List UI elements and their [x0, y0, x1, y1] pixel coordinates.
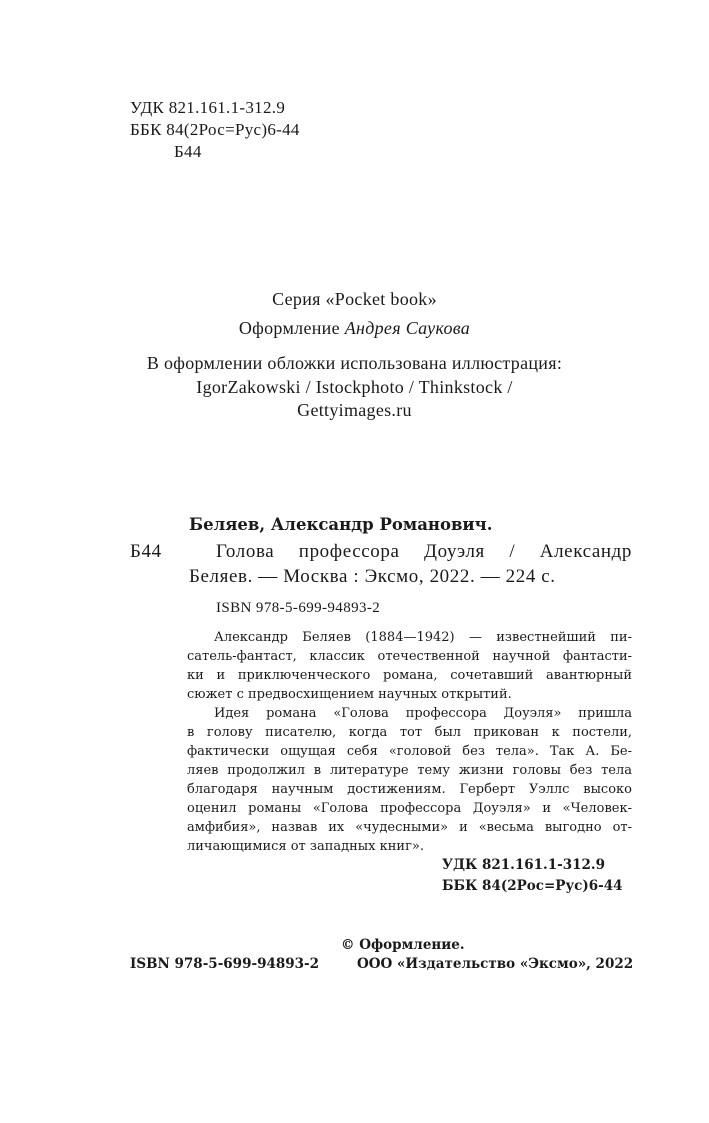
title-line-2: Беляев. — Москва : Эксмо, 2022. — 224 с. — [189, 566, 556, 587]
annotation-paragraph-1 — [187, 628, 632, 704]
author-mark-record: Б44 — [130, 541, 162, 562]
annotation-line: ки и приключенческого романа, сочетавший авантюрный — [187, 668, 632, 683]
annotation-line: ляев продолжил в литературе тему жизни головы без тела — [187, 763, 632, 778]
copyright-design: © Оформление. — [341, 937, 465, 953]
annotation-line: Александр Беляев (1884—1942) — известнейший пи- — [214, 630, 632, 645]
author-heading: Беляев, Александр Романович. — [189, 515, 493, 534]
record-isbn: ISBN 978-5-699-94893-2 — [216, 600, 381, 616]
annotation-line: благодаря научным достижениям. Герберт Уэллс высоко — [187, 782, 632, 797]
annotation-line: в голову писателю, когда тот был прикован к постели, — [187, 725, 632, 740]
cover-illustration-line-2: IgorZakowski / Istockphoto / Thinkstock / — [196, 377, 513, 397]
udk-code: УДК 821.161.1-312.9 — [130, 98, 286, 117]
annotation-paragraph-2 — [187, 704, 632, 856]
series-line: Серия «Pocket book» — [272, 289, 437, 309]
annotation-line: Идея романа «Голова профессора Доуэля» пришла — [214, 706, 632, 721]
annotation-line: фактически ощущая себя «головой без тела». Так А. Бе- — [187, 744, 632, 759]
annotation — [187, 628, 632, 856]
design-credit — [0, 318, 709, 339]
bbk-code-bottom: ББК 84(2Рос=Рус)6-44 — [442, 878, 623, 894]
title-line-1: Голова профессора Доуэля / Александр — [216, 541, 632, 562]
annotation-line: амфибия», назвав их «чудесными» и «весьма выгодно от- — [187, 820, 632, 835]
design-prefix: Оформление — [238, 318, 340, 338]
cover-illustration-line-3: Gettyimages.ru — [297, 400, 412, 420]
annotation-line: сатель-фантаст, классик отечественной научной фантасти- — [187, 649, 632, 664]
bbk-code: ББК 84(2Рос=Рус)6-44 — [130, 120, 300, 139]
annotation-line: личающимися от западных книг». — [187, 839, 424, 854]
designer-name: Андрея Саукова — [344, 318, 471, 338]
footer-isbn: ISBN 978-5-699-94893-2 — [130, 956, 320, 972]
copyright-publisher: ООО «Издательство «Эксмо», 2022 — [357, 956, 634, 972]
udk-code-bottom: УДК 821.161.1-312.9 — [442, 857, 605, 873]
cover-illustration-line-1: В оформлении обложки использована иллюстрация: — [146, 353, 563, 373]
annotation-line: оценил романы «Голова профессора Доуэля» и «Человек- — [187, 801, 632, 816]
annotation-line: сюжет с предвосхищением научных открытий. — [187, 687, 512, 702]
author-mark-top: Б44 — [174, 142, 202, 161]
